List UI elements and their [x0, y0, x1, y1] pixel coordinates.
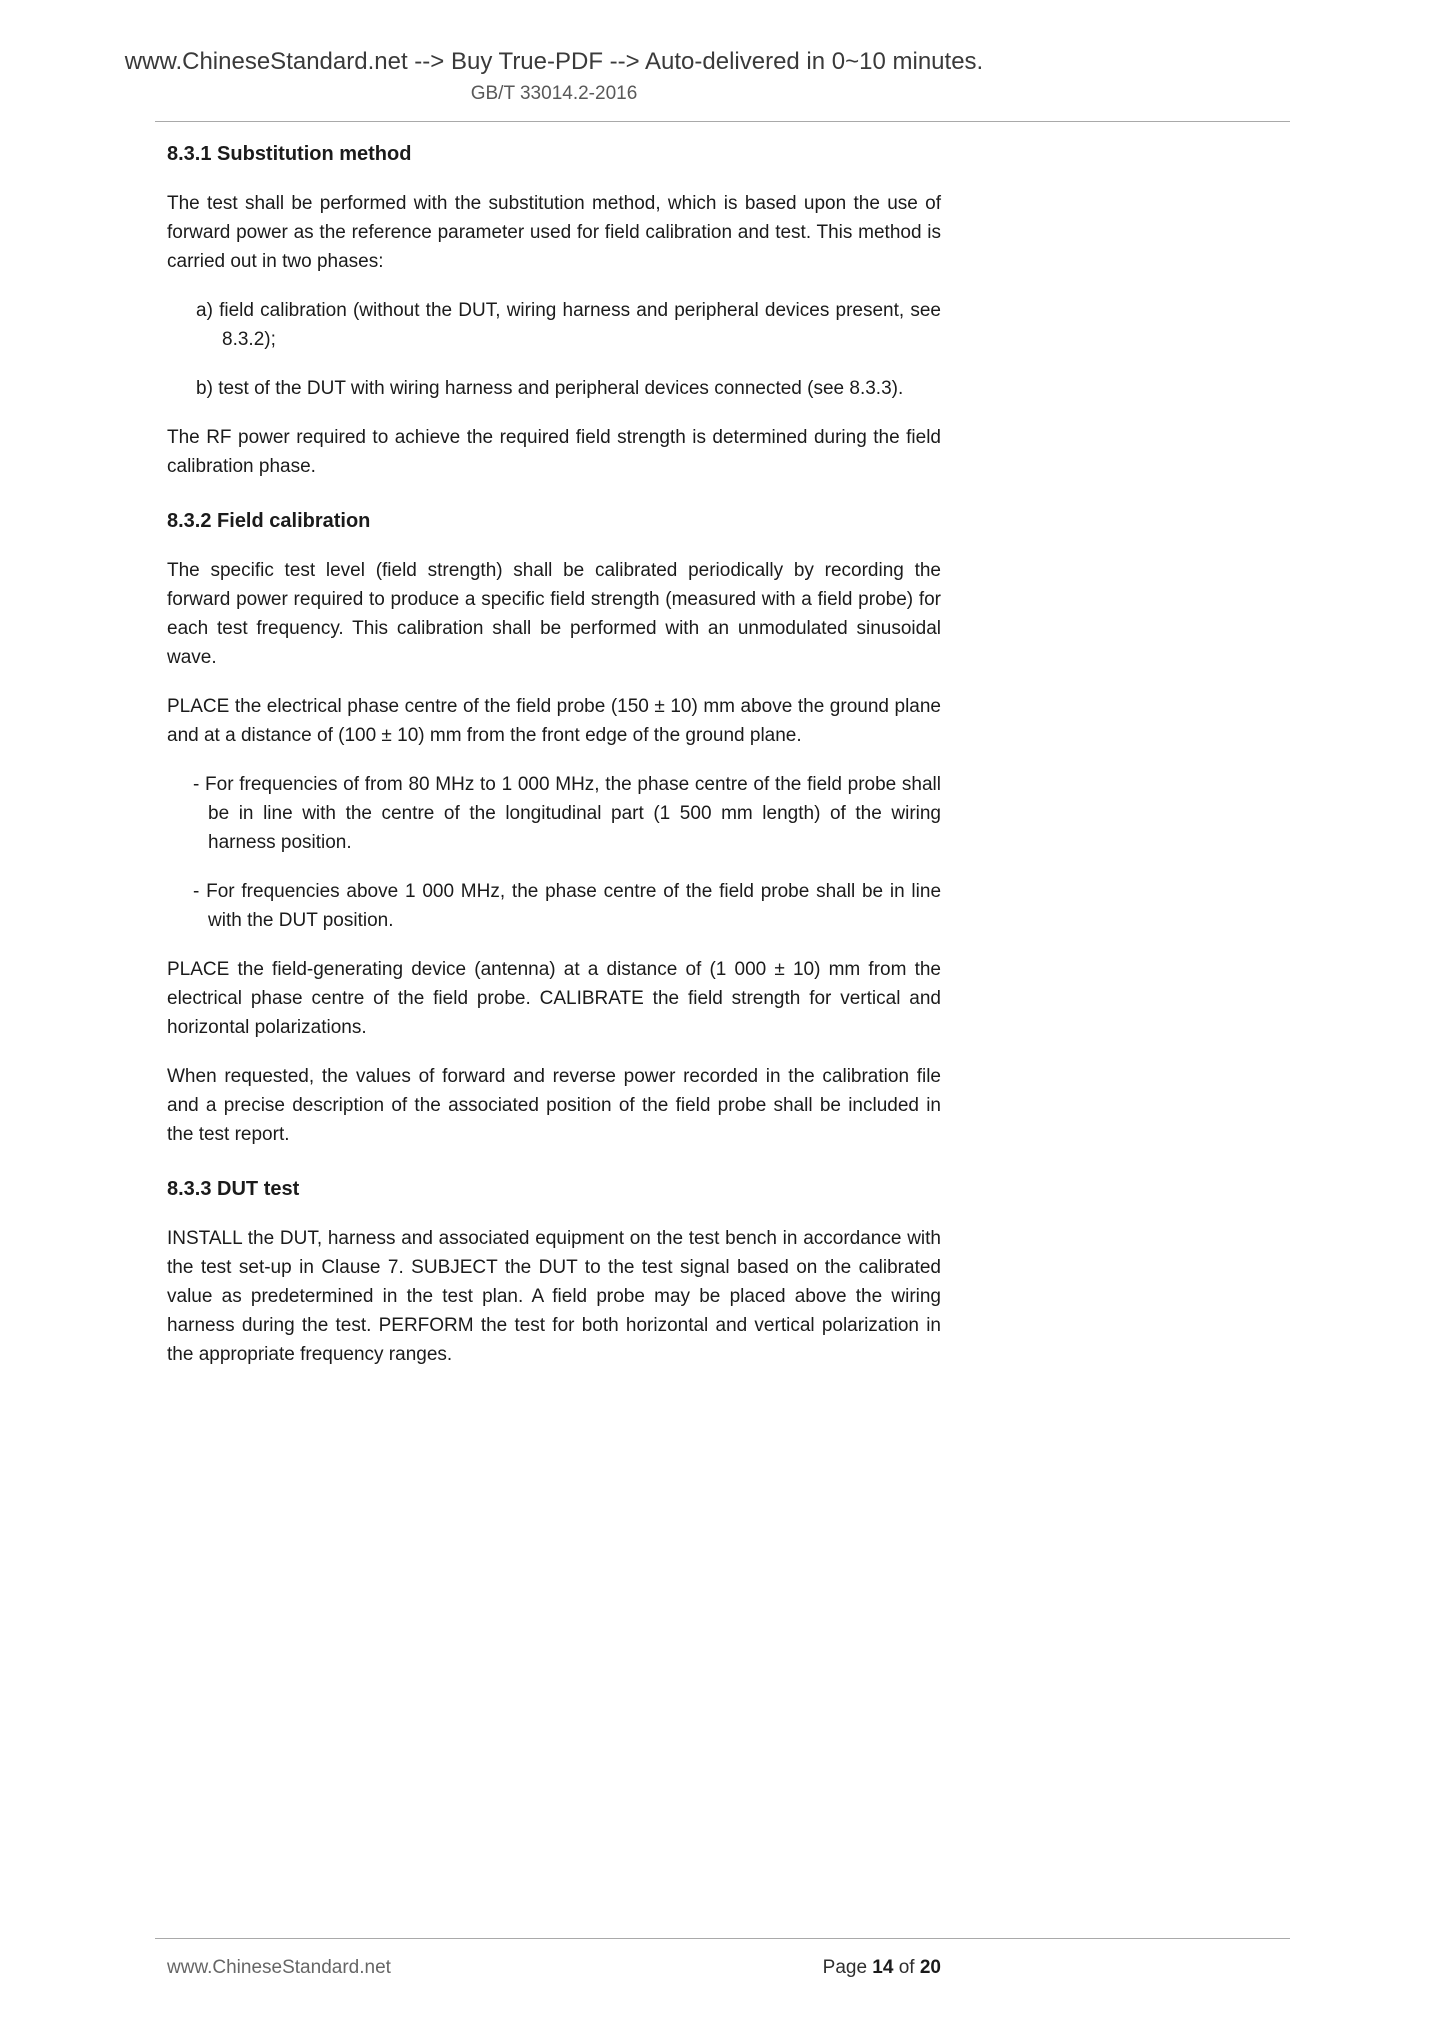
dash-list-item — [167, 877, 941, 935]
page-footer — [167, 1938, 941, 1980]
paragraph: The specific test level (field strength) shall be calibrated periodically by recording the forward power required to produce a specific field strength (measured with a field probe) for each test frequency. This calibration shall be performed with an unmodulated sinusoidal wave. — [167, 560, 941, 668]
of-word: of — [898, 1957, 915, 1978]
page-total: 20 — [919, 1957, 941, 1978]
list-item-text: For frequencies above 1 000 MHz, the phase centre of the field probe shall be in line with the DUT position. — [206, 881, 942, 931]
footer-row — [167, 1956, 941, 1980]
paragraph: The test shall be performed with the substitution method, which is based upon the use of forward power as the reference parameter used for field calibration and test. This method is carried out in two phases: — [167, 193, 941, 272]
page-word: Page — [822, 1957, 868, 1978]
list-item-label: a) — [196, 300, 213, 321]
section-heading-field-calibration: 8.3.2 Field calibration — [167, 510, 371, 532]
header-promo-text: www.ChineseStandard.net --> Buy True-PDF --> Auto-delivered in 0~10 minutes. — [124, 48, 984, 75]
header-doc-number: GB/T 33014.2-2016 — [470, 83, 638, 104]
section-heading-dut-test: 8.3.3 DUT test — [167, 1178, 300, 1200]
list-item-text: test of the DUT with wiring harness and peripheral devices connected (see 8.3.3). — [218, 378, 904, 399]
lettered-list-item-a — [167, 296, 941, 354]
lettered-list-item-b — [167, 374, 941, 403]
page-number-indicator — [823, 1956, 941, 1980]
list-item-label: b) — [196, 378, 213, 399]
page-current: 14 — [872, 1957, 894, 1978]
document-body — [167, 122, 941, 1369]
paragraph: INSTALL the DUT, harness and associated equipment on the test bench in accordance with the test set-up in Clause 7. SUBJECT the DUT to the test signal based on the calibrated value as predetermined in the test plan. A field probe may be placed above the wiring harness during the test. PERFORM the test for both horizontal and vertical polarization in the appropriate frequency ranges. — [167, 1228, 941, 1365]
paragraph: PLACE the field-generating device (antenna) at a distance of (1 000 ± 10) mm from the electrical phase centre of the field probe. CALIBRATE the field strength for vertical and horizontal polarizations. — [167, 959, 941, 1038]
page-header — [124, 47, 984, 122]
footer-site-link[interactable]: www.ChineseStandard.net — [167, 1957, 391, 1978]
paragraph: The RF power required to achieve the required field strength is determined during the field calibration phase. — [167, 427, 941, 477]
list-item-dash: - — [193, 881, 200, 902]
footer-divider — [155, 1938, 1290, 1939]
page-column — [124, 0, 984, 1389]
paragraph: PLACE the electrical phase centre of the field probe (150 ± 10) mm above the ground plane and at a distance of (100 ± 10) mm from the front edge of the ground plane. — [167, 696, 941, 746]
section-heading-substitution-method: 8.3.1 Substitution method — [167, 143, 412, 165]
list-item-text: field calibration (without the DUT, wiring harness and peripheral devices present, see 8.3.2); — [219, 300, 941, 350]
list-item-text: For frequencies of from 80 MHz to 1 000 MHz, the phase centre of the field probe shall be in line with the centre of the longitudinal part (1 500 mm length) of the wiring harness position. — [205, 774, 942, 853]
dash-list-item — [167, 770, 941, 857]
paragraph: When requested, the values of forward and reverse power recorded in the calibration file and a precise description of the associated position of the field probe shall be included in the test report. — [167, 1066, 941, 1145]
list-item-dash: - — [193, 774, 200, 795]
